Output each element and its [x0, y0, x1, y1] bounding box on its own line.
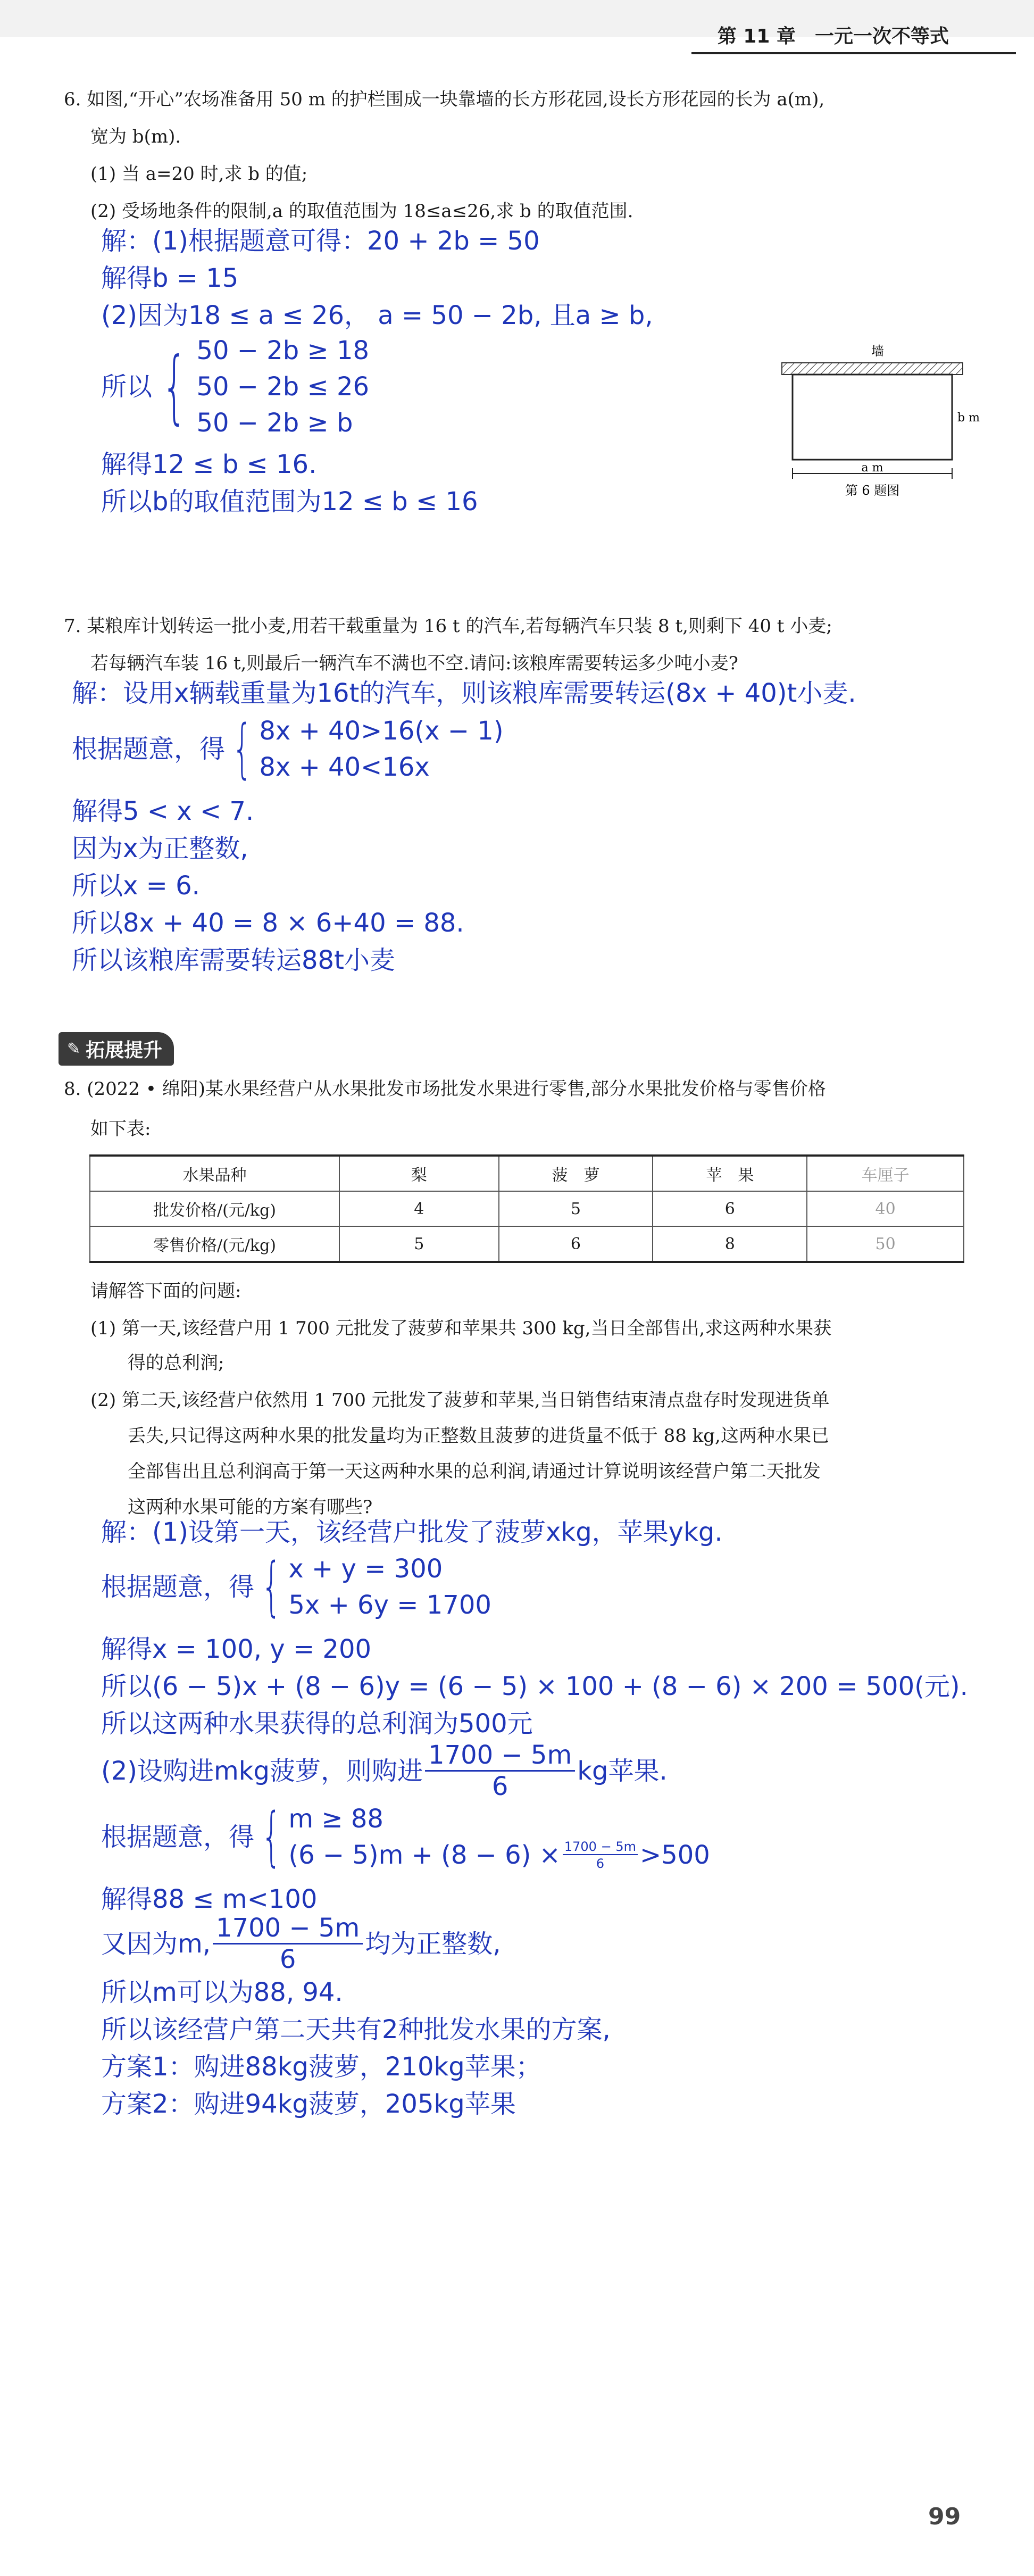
q8-p1b: 得的总利润;: [128, 1352, 224, 1374]
brace-glyph: {: [232, 712, 253, 786]
q8-sys1-1: x + y = 300: [288, 1554, 443, 1584]
table-row: [90, 1226, 964, 1262]
frac-numerator: 1700 − 5m: [563, 1840, 638, 1855]
figure-caption: 第 6 题图: [845, 483, 900, 498]
q6-inequality-system: [101, 333, 369, 441]
table-cell: 6: [499, 1226, 653, 1262]
q7-ans-l6: 所以8x + 40 = 8 × 6+40 = 88.: [72, 908, 464, 938]
q8-p2b: 丢失,只记得这两种水果的批发量均为正整数且菠萝的进货量不低于 88 kg,这两种水果已: [128, 1425, 829, 1447]
q8-ans-l3: 解得x = 100, y = 200: [101, 1634, 372, 1664]
q8-ans-l1: 解：(1)设第一天，该经营户批发了菠萝xkg，苹果ykg.: [101, 1517, 723, 1547]
q7-sys-2: 8x + 40<16x: [259, 752, 430, 782]
q7-ans-l7: 所以该粮库需要转运88t小麦: [72, 945, 395, 975]
q8-l9b: 均为正整数,: [365, 1929, 501, 1959]
brace-glyph: {: [261, 1550, 282, 1624]
section-badge: [59, 1032, 174, 1066]
garden-rect: [793, 375, 952, 460]
q6-sys-2: 50 − 2b ≤ 26: [196, 372, 370, 402]
q6-line2: 宽为 b(m).: [90, 126, 181, 147]
q7-ans-l5: 所以x = 6.: [72, 871, 200, 901]
q8-ans-l8: 解得88 ≤ m<100: [101, 1884, 318, 1914]
price-table: [89, 1154, 964, 1263]
q8-p1a: (1) 第一天,该经营户用 1 700 元批发了菠萝和苹果共 300 kg,当日全部售出,求这两种水果获: [90, 1318, 832, 1339]
frac-denominator: 6: [279, 1945, 296, 1974]
page-number: 99: [928, 2503, 961, 2530]
q8-p2d: 这两种水果可能的方案有哪些?: [128, 1497, 373, 1518]
q6-sys-3: 50 − 2b ≥ b: [196, 408, 353, 438]
q6-sys-1: 50 − 2b ≥ 18: [196, 336, 370, 365]
frac-denominator: 6: [491, 1772, 508, 1801]
apple-quantity-fraction: [213, 1915, 363, 1972]
brace-glyph: {: [261, 1800, 282, 1874]
frac-denominator: 6: [596, 1856, 605, 1871]
table-cell: 40: [807, 1191, 964, 1226]
figure-side-label: b m: [957, 411, 980, 425]
q6-line1: 6. 如图,“开心”农场准备用 50 m 的护栏围成一块靠墙的长方形花园,设长方形花园的长为 a(m),: [64, 89, 825, 110]
apple-quantity-fraction: [425, 1742, 575, 1799]
pencil-icon: ✎: [67, 1040, 81, 1058]
figure-bottom-label: a m: [861, 461, 883, 475]
q8-sys2-label: 根据题意，得: [101, 1822, 255, 1852]
q8-ans-l6: [101, 1742, 668, 1799]
q6-figure: [771, 340, 980, 505]
q7-inequality-system: [72, 713, 504, 785]
table-cell: 梨: [339, 1156, 499, 1191]
q8-sys2-2: [288, 1837, 710, 1873]
table-cell: 苹 果: [653, 1156, 807, 1191]
q6-ans-l2: 解得b = 15: [101, 263, 239, 293]
q8-l6b: kg苹果.: [577, 1756, 668, 1786]
table-cell: 5: [499, 1191, 653, 1226]
table-cell: 50: [807, 1226, 964, 1262]
q8-l6a: (2)设购进mkg菠萝，则购进: [101, 1756, 423, 1786]
table-cell: 8: [653, 1226, 807, 1262]
q8-p2a: (2) 第二天,该经营户依然用 1 700 元批发了菠萝和苹果,当日销售结束清点盘存时发现进货单: [90, 1390, 830, 1411]
q8-ans-l4: 所以(6 − 5)x + (8 − 6)y = (6 − 5) × 100 + (8 − 6) × 200 = 500(元).: [101, 1672, 968, 1701]
table-cell: 水果品种: [90, 1156, 339, 1191]
table-cell: 4: [339, 1191, 499, 1226]
q8-ans-l11: 所以该经营户第二天共有2种批发水果的方案,: [101, 2015, 611, 2045]
q8-system-1: [101, 1551, 491, 1623]
chapter-title: 第 11 章 一元一次不等式: [717, 26, 949, 47]
q8-sys2-2a: (6 − 5)m + (8 − 6) ×: [288, 1840, 561, 1870]
frac-numerator: 1700 − 5m: [213, 1915, 363, 1945]
q8-ans-l9: [101, 1915, 501, 1972]
frac-numerator: 1700 − 5m: [425, 1742, 575, 1772]
q8-line1: 8. (2022 • 绵阳)某水果经营户从水果批发市场批发水果进行零售,部分水果批发价格与零售价格: [64, 1078, 826, 1100]
q8-system-2: [101, 1801, 710, 1873]
q7-ans-l4: 因为x为正整数,: [72, 834, 248, 863]
q8-p2c: 全部售出且总利润高于第一天这两种水果的总利润,请通过计算说明该经营户第二天批发: [128, 1461, 821, 1482]
q8-ans-l10: 所以m可以为88, 94.: [101, 1977, 343, 2007]
q7-ans-l1: 解：设用x辆载重量为16t的汽车，则该粮库需要转运(8x + 40)t小麦.: [72, 678, 856, 708]
table-cell: 菠 萝: [499, 1156, 653, 1191]
q8-ans-l13: 方案2：购进94kg菠萝，205kg苹果: [101, 2089, 516, 2119]
table-cell: 车厘子: [807, 1156, 964, 1191]
q6-so-label: 所以: [101, 372, 153, 402]
q8-sys2-2b: >500: [639, 1840, 710, 1870]
q7-ans-l3: 解得5 < x < 7.: [72, 796, 254, 826]
wall-hatch: [782, 363, 963, 375]
figure-wall-label: 墙: [871, 344, 884, 359]
small-fraction: [563, 1840, 638, 1870]
header-rule: [691, 52, 1016, 54]
table-cell: 5: [339, 1226, 499, 1262]
q6-ans-l1: 解：(1)根据题意可得：20 + 2b = 50: [101, 226, 540, 256]
q8-sys1-label: 根据题意，得: [101, 1572, 255, 1602]
q8-l9a: 又因为m,: [101, 1929, 211, 1959]
table-cell: 6: [653, 1191, 807, 1226]
q7-sys-1: 8x + 40>16(x − 1): [259, 716, 504, 746]
q7-label: 根据题意，得: [72, 734, 226, 764]
q8-ans-l5: 所以这两种水果获得的总利润为500元: [101, 1709, 533, 1739]
q8-line2: 如下表:: [90, 1118, 151, 1140]
q8-prompt: 请解答下面的问题:: [90, 1281, 241, 1302]
q8-sys2-1: m ≥ 88: [288, 1804, 383, 1834]
q8-sys1-2: 5x + 6y = 1700: [288, 1590, 491, 1620]
table-cell: 批发价格/(元/kg): [90, 1191, 339, 1226]
brace-glyph: {: [161, 340, 187, 433]
table-row: [90, 1191, 964, 1226]
q6-part2: (2) 受场地条件的限制,a 的取值范围为 18≤a≤26,求 b 的取值范围.: [90, 201, 633, 222]
q8-ans-l12: 方案1：购进88kg菠萝，210kg苹果；: [101, 2052, 541, 2082]
q7-line2: 若每辆汽车装 16 t,则最后一辆汽车不满也不空.请问:该粮库需要转运多少吨小麦?: [90, 653, 738, 674]
q6-ans-l4: 解得12 ≤ b ≤ 16.: [101, 450, 317, 479]
q6-ans-l5: 所以b的取值范围为12 ≤ b ≤ 16: [101, 487, 478, 517]
section-title: 拓展提升: [86, 1040, 163, 1061]
q6-ans-l3: (2)因为18 ≤ a ≤ 26， a = 50 − 2b, 且a ≥ b,: [101, 301, 653, 330]
table-header-row: [90, 1156, 964, 1191]
table-cell: 零售价格/(元/kg): [90, 1226, 339, 1262]
q6-part1: (1) 当 a=20 时,求 b 的值;: [90, 163, 308, 185]
q7-line1: 7. 某粮库计划转运一批小麦,用若干载重量为 16 t 的汽车,若每辆汽车只装 8 t,则剩下 40 t 小麦;: [64, 616, 832, 637]
